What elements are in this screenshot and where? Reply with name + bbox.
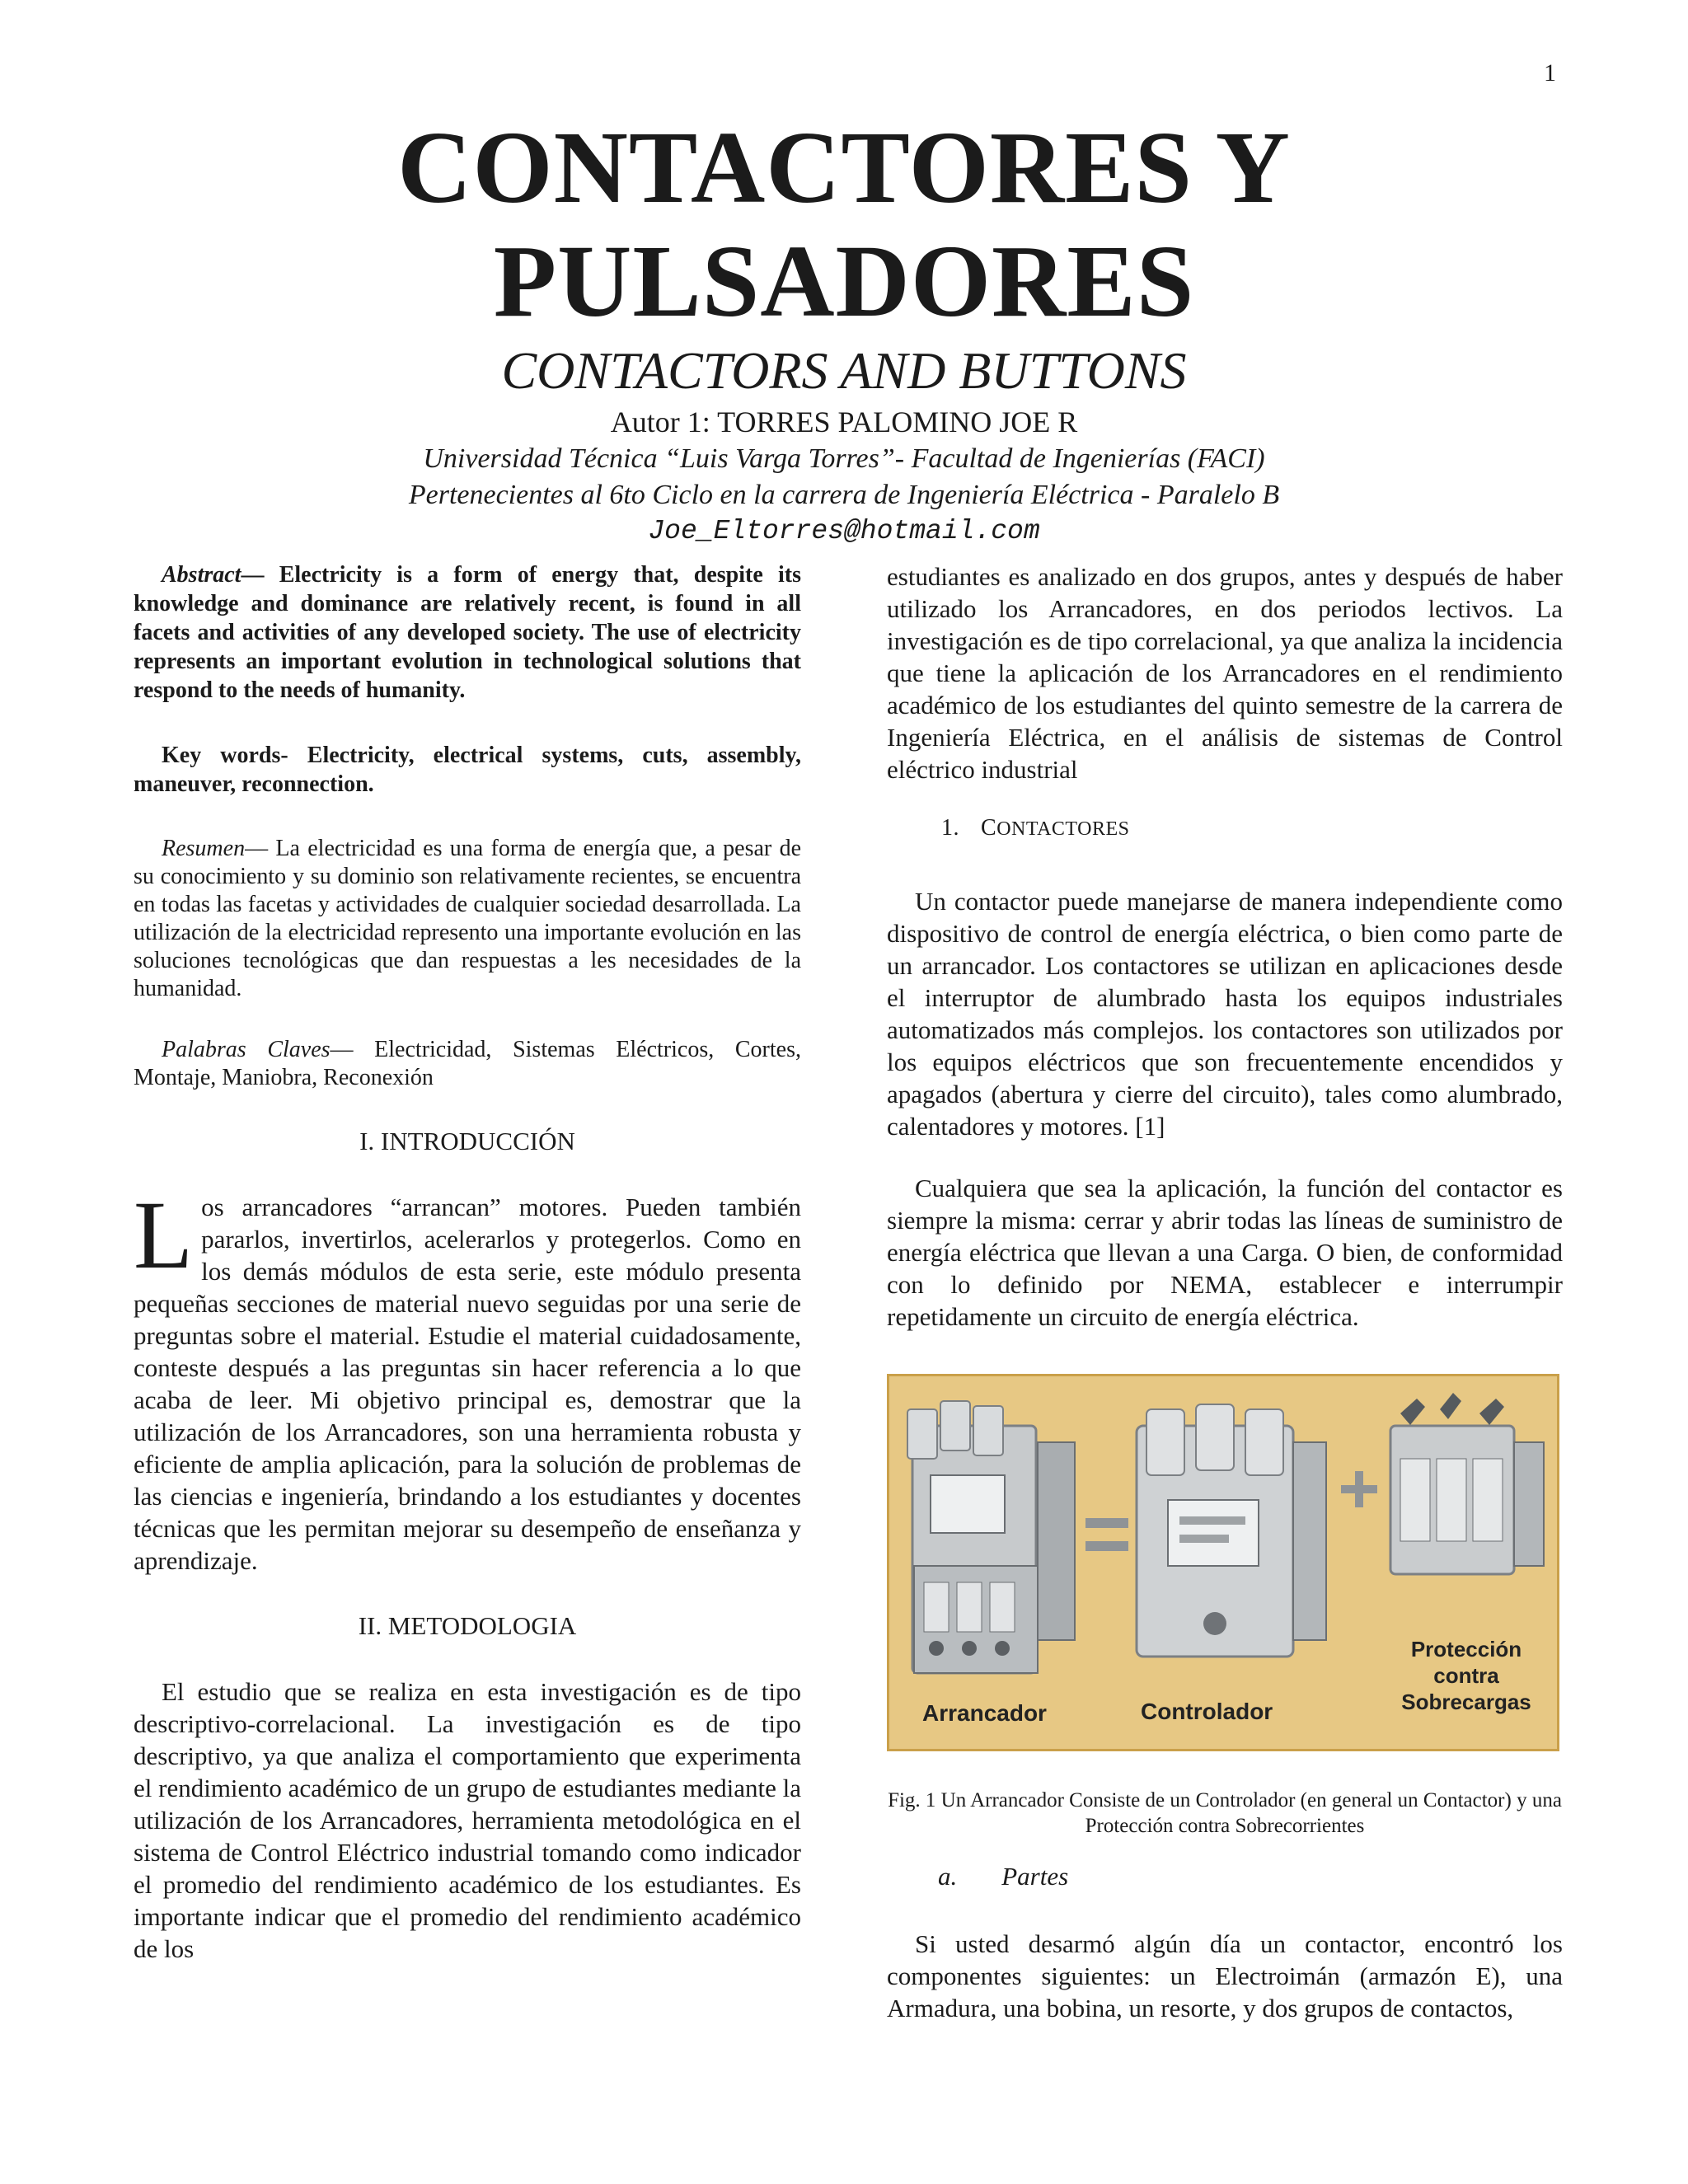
controlador-device: [1137, 1404, 1326, 1657]
equals-sign: [1085, 1518, 1128, 1551]
label-arrancador: Arrancador: [922, 1700, 1047, 1726]
palabras-lead: Palabras Claves: [162, 1037, 331, 1062]
abstract-text: Electricity is a form of energy that, despite its knowledge and dominance are relatively recent, is found in all facets and activities of any developed society. The use of electricity represents an important evolution in technological solutions that respond to the needs of humanity.: [134, 562, 801, 703]
plus-sign: [1341, 1471, 1377, 1507]
partes-text: Si usted desarmó algún día un contactor, encontró los componentes siguientes: un Electroimán (armazón E), una Armadura, una bobina, un resorte, y dos grupos de contactos,: [887, 1929, 1563, 2022]
paper-header: [0, 111, 1688, 550]
paper-subtitle: CONTACTORS AND BUTTONS: [501, 341, 1187, 400]
resumen-dash: —: [245, 836, 269, 861]
resumen: [134, 835, 801, 1003]
abstract-dash: —: [241, 562, 265, 588]
abstract-lead: Abstract: [162, 562, 241, 588]
metodologia-text: El estudio que se realiza en esta investigación es de tipo descriptivo-correlacional. La investigación es de tipo descriptivo, ya que analiza el comportamiento que experimenta el rendimiento académico de un grupo de estudiantes mediante la utilización de los Arrancadores, herramienta metodológica en el sistema de Control Eléctrico industrial tomando como indicador el promedio del rendimiento académico de los estudiantes. Es importante indicar que el promedio del rendimiento académico de los: [134, 1677, 802, 1963]
palabras-claves: [134, 1036, 801, 1092]
figure-illustration: [889, 1376, 1557, 1749]
label-proteccion-3: Sobrecargas: [1401, 1690, 1531, 1714]
subsection-heading-contactores: [941, 813, 1563, 844]
paragraph-gap: [887, 1142, 1563, 1172]
figure-caption: Fig. 1 Un Arrancador Consiste de un Controlador (en general un Contactor) y una Protección contra Sobrecorrientes: [888, 1789, 1562, 1837]
label-proteccion-1: Protección: [1410, 1637, 1522, 1661]
subsection-letter: a.: [938, 1862, 958, 1891]
resumen-lead: Resumen: [162, 836, 246, 861]
contactores-para-2: Cualquiera que sea la aplicación, la función del contactor es siempre la misma: cerrar y abrir todas las líneas de suministro de energía eléctrica que llevan a una Carga. O bien, de conformidad con lo definido por NEMA, establecer e interrumpir repetidamente un circuito de energía eléctrica.: [887, 1174, 1563, 1331]
contactores-para-1: Un contactor puede manejarse de manera independiente como dispositivo de control de energía eléctrica, o bien como parte de un arrancador. Los contactores se utilizan en aplicaciones desde el interruptor de alumbrado hasta los equipos industriales automatizados más complejos. los contactores son utilizados por los equipos eléctricos que son frecuentemente encendidos y apagados (abertura y cierre del circuito), tales como alumbrado, calentadores y motores. [1]: [887, 887, 1563, 1141]
keywords: [134, 741, 801, 799]
subsection-number: 1.: [941, 815, 959, 841]
introduccion-body: [134, 1181, 801, 1577]
introduccion-text: os arrancadores “arrancan” motores. Pueden también pararlos, invertirlos, acelerarlos y protegerlos. Como en los demás módulos de esta serie, este módulo presenta pequeñas secciones de material nuevo seguidas por una serie de preguntas sobre el material. Estudie el material cuidadosamente, conteste después a las preguntas sin hacer referencia a lo que acaba de leer. Mi objetivo principal es, demostrar que la utilización de los Arrancadores, son una herramienta robusta y eficiente de amplia aplicación, para la solución de problemas de las ciencias e ingeniería, brindando a los estudiantes y docentes técnicas que les permitan mejorar su desempeño de enseñanza y aprendizaje.: [134, 1193, 801, 1575]
paper-title-line1: CONTACTORES Y: [397, 111, 1291, 225]
subsection-heading-partes: [938, 1862, 1563, 1891]
arrancador-device: [907, 1401, 1075, 1673]
palabras-dash: —: [330, 1037, 354, 1062]
section-heading-introduccion: I. INTRODUCCIÓN: [359, 1127, 575, 1155]
resumen-text: La electricidad es una forma de energía que, a pesar de su conocimiento y su dominio son relativamente recientes, se encuentra en todas las facetas y actividades de cualquier sociedad desarrollada. La utilización de la electricidad represento una importante evolución en las soluciones tecnológicas que dan respuestas a les necesidades de la humanidad.: [134, 836, 801, 1001]
label-proteccion-2: contra: [1433, 1663, 1499, 1688]
left-column: [134, 560, 801, 1965]
section-heading-metodologia: II. METODOLOGIA: [358, 1611, 577, 1640]
author-email: Joe_Eltorres@hotmail.com: [648, 516, 1040, 546]
subsection-heading-rest: ONTACTORES: [996, 818, 1130, 840]
affiliation-line-1: Universidad Técnica “Luis Varga Torres”- Facultad de Ingenierías (FACI): [423, 443, 1265, 474]
paper-title-line2: PULSADORES: [493, 225, 1195, 339]
proteccion-device: [1390, 1393, 1544, 1574]
label-controlador: Controlador: [1141, 1699, 1273, 1724]
partes-heading: Partes: [1001, 1862, 1069, 1891]
keywords-text: Key words- Electricity, electrical systems, cuts, assembly, maneuver, reconnection.: [134, 743, 801, 797]
abstract: [134, 560, 801, 705]
author-line: Autor 1: TORRES PALOMINO JOE R: [610, 405, 1078, 438]
drop-cap: L: [134, 1181, 194, 1289]
figure-arrancador: [887, 1374, 1559, 1751]
metodologia-continued: estudiantes es analizado en dos grupos, antes y después de haber utilizado los Arrancadores, en dos periodos lectivos. La investigación es de tipo correlacional, ya que analiza la incidencia que tiene la aplicación de los Arrancadores en el rendimiento académico de los estudiantes del quinto semestre de la carrera de Ingeniería Eléctrica, en el análisis de sistemas de Control eléctrico industrial: [887, 562, 1563, 784]
affiliation-line-2: Pertenecientes al 6to Ciclo en la carrera de Ingeniería Eléctrica - Paralelo B: [408, 480, 1280, 510]
subsection-heading-first: C: [981, 815, 997, 841]
palabras-text: Electricidad, Sistemas Eléctricos, Cortes, Montaje, Maniobra, Reconexión: [134, 1037, 801, 1090]
page-number: 1: [1544, 59, 1556, 87]
right-column: [887, 560, 1563, 2024]
